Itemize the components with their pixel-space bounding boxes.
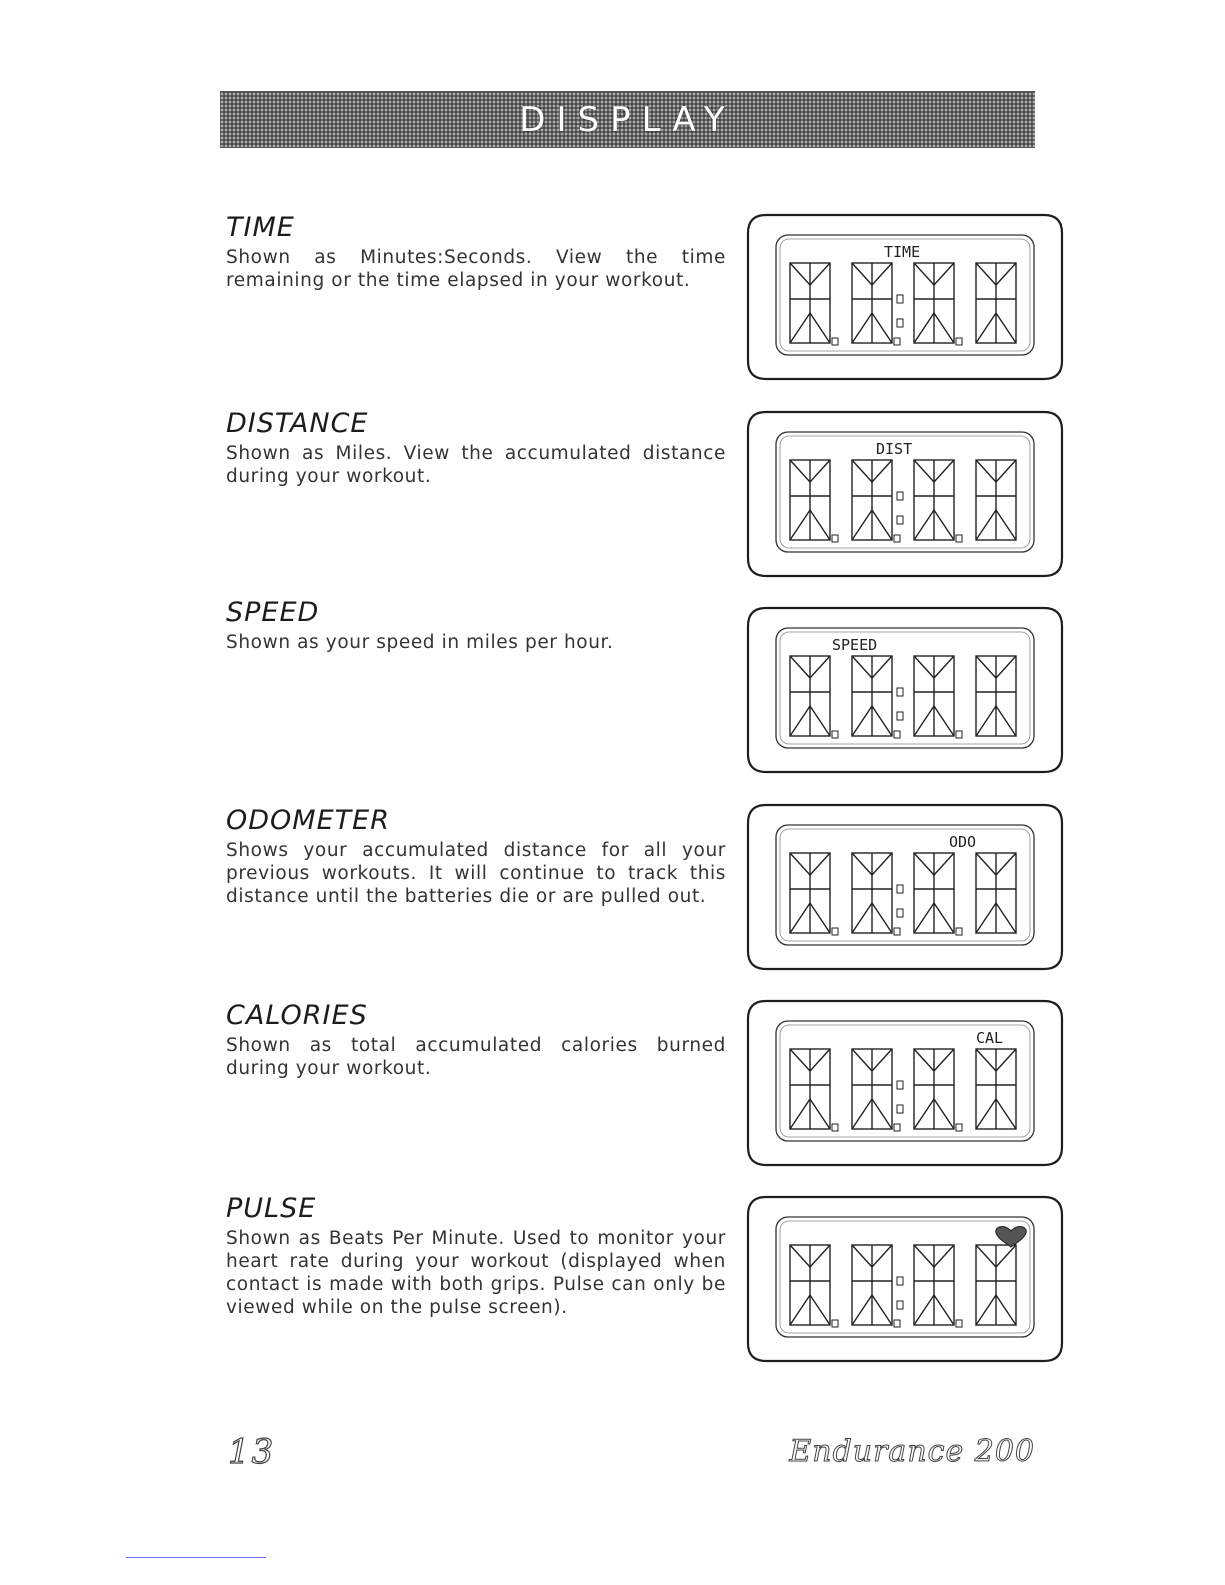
- lcd-display-time: [744, 211, 1066, 383]
- section-title: TIME: [226, 212, 295, 243]
- section-speed: [226, 597, 726, 654]
- section-time: [226, 212, 726, 292]
- lcd-label: ODO: [949, 833, 977, 851]
- lcd-label: TIME: [884, 243, 921, 261]
- lcd-screen: [776, 628, 1034, 748]
- divider: [126, 1557, 266, 1558]
- section-title: CALORIES: [226, 1000, 368, 1031]
- lcd-screen: [776, 825, 1034, 945]
- section-odometer: [226, 805, 726, 908]
- section-description: Shown as Miles. View the accumulated distance during your workout.: [226, 443, 726, 487]
- lcd-display-distance: [744, 408, 1066, 580]
- section-title: PULSE: [226, 1193, 317, 1224]
- lcd-label: CAL: [976, 1029, 1004, 1047]
- page-number: 13: [228, 1432, 276, 1472]
- lcd-label: DIST: [876, 440, 913, 458]
- page-title: DISPLAY: [519, 100, 736, 140]
- section-banner: [220, 91, 1035, 148]
- lcd-display-speed: [744, 604, 1066, 776]
- section-title: DISTANCE: [226, 408, 369, 439]
- section-description: Shown as Beats Per Minute. Used to monitor your heart rate during your workout (displayed when contact is made with both grips. Pulse can only be viewed while on the pulse screen).: [226, 1228, 726, 1318]
- section-description: Shows your accumulated distance for all your previous workouts. It will continue to track this distance until the batteries die or are pulled out.: [226, 840, 726, 907]
- section-description: Shown as total accumulated calories burned during your workout.: [226, 1035, 726, 1079]
- lcd-label: SPEED: [832, 636, 878, 654]
- section-calories: [226, 1000, 726, 1080]
- brand-name: Endurance 200: [789, 1434, 1035, 1469]
- section-description: Shown as your speed in miles per hour.: [226, 632, 614, 653]
- section-distance: [226, 408, 726, 488]
- lcd-display-odometer: [744, 801, 1066, 973]
- lcd-display-calories: [744, 997, 1066, 1169]
- section-pulse: [226, 1193, 726, 1319]
- lcd-screen: [776, 1217, 1034, 1337]
- section-title: SPEED: [226, 597, 320, 628]
- lcd-display-pulse: [744, 1193, 1066, 1365]
- section-title: ODOMETER: [226, 805, 390, 836]
- section-description: Shown as Minutes:Seconds. View the time remaining or the time elapsed in your workout.: [226, 247, 726, 291]
